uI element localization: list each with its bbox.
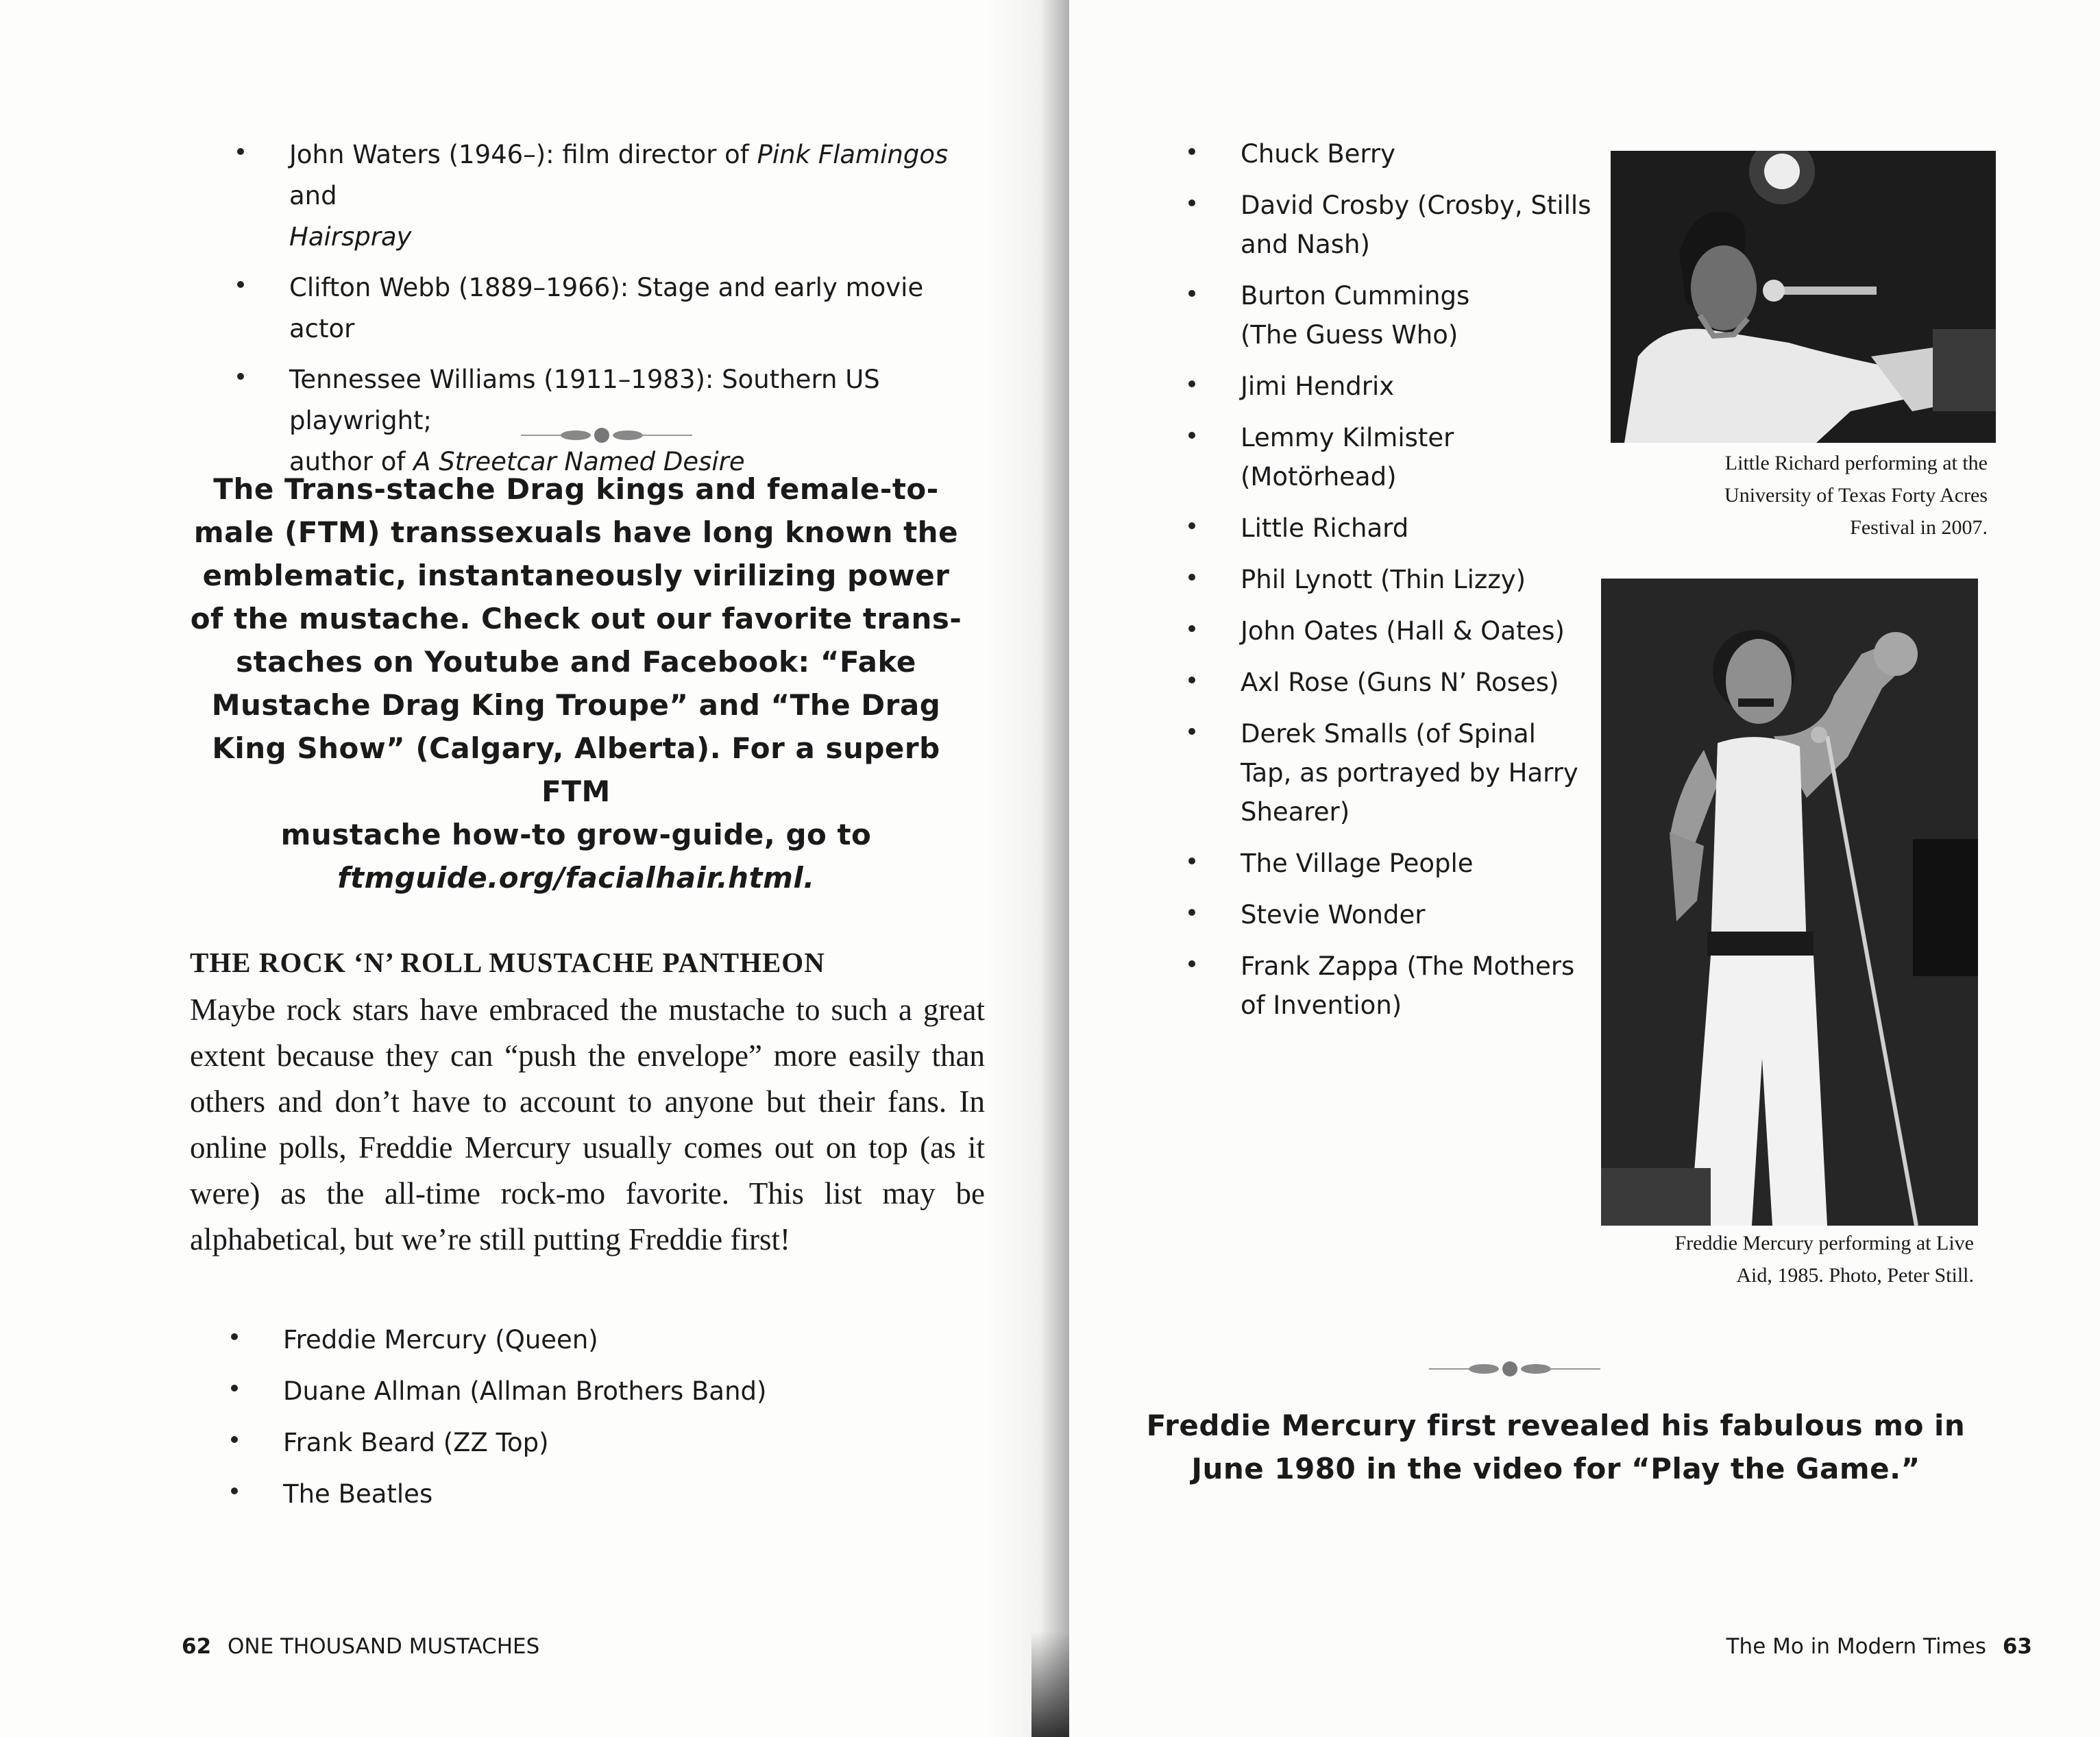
freddie-callout xyxy=(1110,1404,2001,1490)
caption-line: Freddie Mercury performing at Live xyxy=(1674,1232,1974,1254)
running-title: The Mo in Modern Times xyxy=(1726,1634,1986,1659)
trans-stache-callout xyxy=(184,467,968,899)
bullet-icon xyxy=(1188,290,1195,297)
list-item xyxy=(1241,276,1665,367)
list-item-text: and xyxy=(289,181,337,210)
bullet-icon xyxy=(1188,728,1195,735)
section-heading: THE ROCK ‘N’ ROLL MUSTACHE PANTHEON xyxy=(190,947,825,978)
list-item-text: Derek Smalls (of Spinal xyxy=(1241,719,1536,749)
bullet-icon xyxy=(237,281,244,288)
little-richard-caption xyxy=(1508,447,1988,544)
bullet-icon xyxy=(1188,522,1195,529)
list-item-text: and Nash) xyxy=(1241,230,1370,259)
callout-line: emblematic, instantaneously virilizing power xyxy=(202,559,950,592)
list-item-text: Chuck Berry xyxy=(1241,139,1396,169)
list-item xyxy=(1241,186,1665,276)
list-item xyxy=(289,134,988,267)
list-item-text: Frank Beard (ZZ Top) xyxy=(283,1428,549,1457)
list-item-text: David Crosby (Crosby, Stills xyxy=(1241,191,1591,220)
bullet-icon xyxy=(237,148,244,155)
list-item-text: The Village People xyxy=(1241,849,1474,878)
list-item xyxy=(283,1422,900,1474)
list-item-text: Little Richard xyxy=(1241,513,1409,543)
list-item-text: Lemmy Kilmister xyxy=(1241,423,1454,452)
list-item-text: Tennessee Williams (1911–1983): Southern US playwright; xyxy=(289,365,880,435)
list-item-text: Stevie Wonder xyxy=(1241,900,1426,930)
callout-line: The Trans-stache Drag kings and female-to- xyxy=(213,472,939,506)
bullet-icon xyxy=(1188,199,1195,206)
right-page xyxy=(1069,0,2100,1737)
list-item-text: Duane Allman (Allman Brothers Band) xyxy=(283,1376,767,1406)
gutter-shadow xyxy=(1031,1631,1073,1737)
bullet-icon xyxy=(1188,960,1195,967)
film-title: Hairspray xyxy=(289,222,412,252)
callout-line: male (FTM) transsexuals have long known the xyxy=(193,515,959,549)
list-item-text: author of xyxy=(289,447,414,476)
bullet-icon xyxy=(1188,380,1195,387)
list-item-text: John Waters (1946–): film director of xyxy=(289,140,757,169)
callout-line: of the mustache. Check out our favorite trans- xyxy=(190,602,962,635)
left-page xyxy=(0,0,1028,1737)
ftm-guide-link: ftmguide.org/facialhair.html. xyxy=(337,861,815,895)
caption-line: University of Texas Forty Acres xyxy=(1724,484,1988,507)
bullet-icon xyxy=(231,1385,238,1392)
freddie-mercury-photo xyxy=(1601,579,1978,1226)
running-title: ONE THOUSAND MUSTACHES xyxy=(228,1634,540,1659)
bullet-icon xyxy=(1188,148,1195,155)
caption-line: Aid, 1985. Photo, Peter Still. xyxy=(1736,1264,1974,1287)
callout-line: mustache how-to grow-guide, go to xyxy=(280,818,872,851)
list-item xyxy=(283,1371,900,1422)
list-item-text: Phil Lynott (Thin Lizzy) xyxy=(1241,565,1526,594)
list-item xyxy=(283,1474,900,1525)
bullet-icon xyxy=(1188,625,1195,632)
caption-line: Festival in 2007. xyxy=(1850,516,1988,539)
callout-line: Mustache Drag King Troupe” and “The Drag xyxy=(211,688,941,722)
bullet-icon xyxy=(1188,574,1195,581)
list-item-text: Clifton Webb (1889–1966): Stage and early movie actor xyxy=(289,273,924,343)
list-item-text: The Beatles xyxy=(283,1479,433,1509)
bullet-icon xyxy=(1188,858,1195,864)
bullet-icon xyxy=(1188,432,1195,439)
callout-line: staches on Youtube and Facebook: “Fake xyxy=(236,645,916,679)
list-item-text: Axl Rose (Guns N’ Roses) xyxy=(1241,668,1559,697)
freddie-mercury-caption xyxy=(1480,1227,1974,1291)
right-footer xyxy=(1628,1634,2032,1659)
play-title: A Streetcar Named Desire xyxy=(413,447,745,476)
bullet-icon xyxy=(1188,677,1195,683)
list-item xyxy=(283,1320,900,1371)
page-number: 63 xyxy=(2002,1634,2032,1659)
left-footer xyxy=(182,1634,539,1659)
bullet-icon xyxy=(231,1436,238,1443)
list-item xyxy=(1241,134,1665,186)
caption-line: Little Richard performing at the xyxy=(1724,452,1988,474)
callout-line: Freddie Mercury first revealed his fabulous mo in xyxy=(1146,1409,1966,1442)
list-item-text: John Oates (Hall & Oates) xyxy=(1241,616,1565,646)
list-item-text: Tap, as portrayed by Harry xyxy=(1241,758,1578,788)
list-item xyxy=(289,267,988,359)
left-bottom-list xyxy=(283,1320,900,1525)
bullet-icon xyxy=(231,1333,238,1340)
list-item-text: Jimi Hendrix xyxy=(1241,372,1395,401)
ornament-divider-icon xyxy=(1429,1357,1600,1381)
callout-line: June 1980 in the video for “Play the Game.” xyxy=(1191,1452,1920,1485)
list-item-text: Shearer) xyxy=(1241,797,1350,827)
list-item-text: Burton Cummings xyxy=(1241,281,1470,311)
little-richard-photo xyxy=(1611,151,1996,443)
film-title: Pink Flamingos xyxy=(757,140,949,169)
list-item-text: of Invention) xyxy=(1241,991,1402,1020)
callout-line: King Show” (Calgary, Alberta). For a superb FTM xyxy=(212,731,940,808)
ornament-divider-icon xyxy=(521,424,692,447)
bullet-icon xyxy=(231,1487,238,1494)
body-paragraph: Maybe rock stars have embraced the mustache to such a great extent because they can “push the envelope” more easily than others and don’t have to account to anyone but their fans. In online polls, Freddie Mercury usually comes out on top (as it were) as the all-time rock-mo favorite. This list may be alphabetical, but we’re still putting Freddie first! xyxy=(190,993,985,1256)
bullet-icon xyxy=(1188,909,1195,916)
list-item-text: (The Guess Who) xyxy=(1241,320,1458,350)
list-item xyxy=(1241,367,1665,418)
list-item-text: Frank Zappa (The Mothers xyxy=(1241,951,1575,981)
bullet-icon xyxy=(237,373,244,380)
list-item-text: (Motörhead) xyxy=(1241,462,1397,491)
page-number: 62 xyxy=(182,1634,212,1659)
list-item-text: Freddie Mercury (Queen) xyxy=(283,1325,598,1355)
